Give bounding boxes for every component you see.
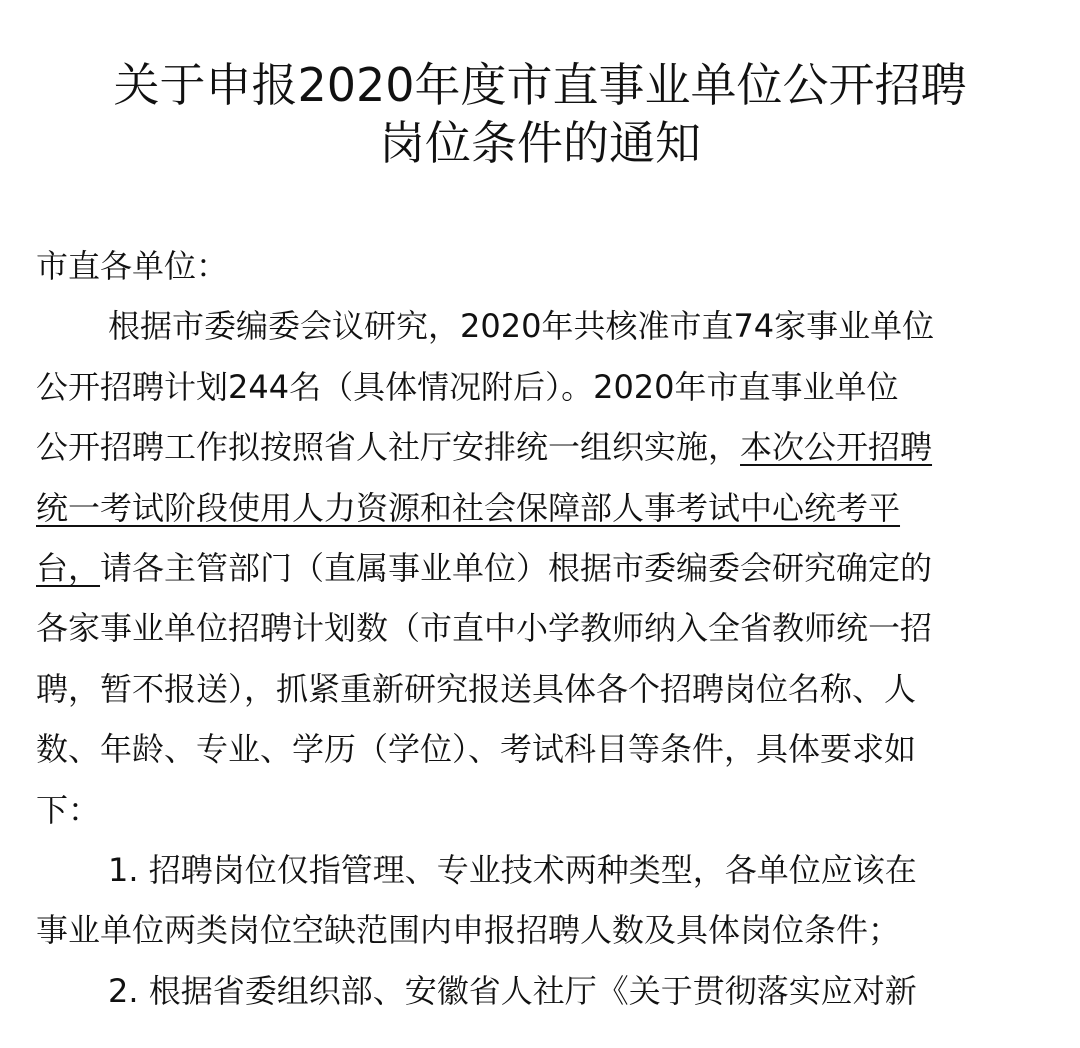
list-item-1-line-1: 1. 招聘岗位仅指管理、专业技术两种类型，各单位应该在 <box>108 850 917 889</box>
paragraph-1-line-1: 根据市委编委会议研究，2020年共核准市直74家事业单位 <box>108 307 935 346</box>
list-item-2-line-1: 2. 根据省委组织部、安徽省人社厅《关于贯彻落实应对新 <box>108 971 917 1010</box>
document-title <box>0 56 1080 172</box>
paragraph-1-line-8: 数、年龄、专业、学历（学位）、考试科目等条件，具体要求如 <box>36 730 917 769</box>
paragraph-1-line-5 <box>36 538 1036 598</box>
paragraph-1-line-5-text: 请各主管部门（直属事业单位）根据市委编委会研究确定的 <box>100 548 933 587</box>
salutation: 市直各单位： <box>36 247 229 285</box>
paragraph-1-line-3-text: 公开招聘工作拟按照省人社厅安排统一组织实施， <box>36 428 741 467</box>
paragraph-1-line-3 <box>36 417 1036 477</box>
list-item-1-line-2: 事业单位两类岗位空缺范围内申报招聘人数及具体岗位条件； <box>36 911 901 950</box>
paragraph-1-line-6: 各家事业单位招聘计划数（市直中小学教师纳入全省教师统一招 <box>36 609 933 648</box>
title-line-2: 岗位条件的通知 <box>379 116 701 170</box>
underlined-emphasis-1: 本次公开招聘 <box>740 428 933 467</box>
underlined-emphasis-3: 台， <box>36 548 101 587</box>
underlined-emphasis-2: 统一考试阶段使用人力资源和社会保障部人事考试中心统考平 <box>36 488 901 527</box>
paragraph-1-line-9: 下： <box>36 790 101 829</box>
document-body <box>36 236 1036 1021</box>
paragraph-1-line-2: 公开招聘计划244名（具体情况附后）。2020年市直事业单位 <box>36 367 899 406</box>
title-line-1: 关于申报2020年度市直事业单位公开招聘 <box>113 58 967 112</box>
paragraph-1-line-7: 聘，暂不报送），抓紧重新研究报送具体各个招聘岗位名称、人 <box>36 669 917 708</box>
